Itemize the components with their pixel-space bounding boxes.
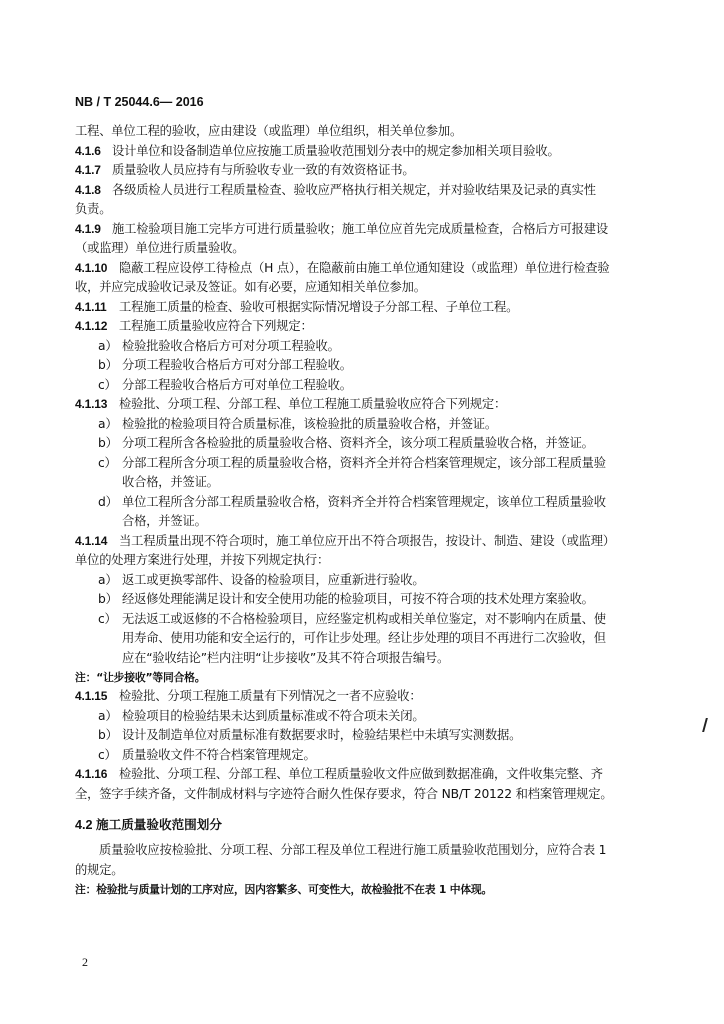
clause-text: 隐蔽工程应设停工待检点（H 点），在隐蔽前由施工单位通知建设（或监理）单位进行检查验 — [119, 260, 610, 275]
list-item — [75, 746, 655, 766]
clause-number: 4.1.6 — [75, 143, 101, 158]
clause-text: 工程施工质量的检查、验收可根据实际情况增设子分部工程、子单位工程。 — [119, 299, 519, 314]
list-item — [75, 610, 655, 630]
clause-number: 4.1.7 — [75, 163, 101, 177]
list-item — [75, 454, 655, 474]
list-item-label: a） — [98, 416, 118, 431]
section-number: 4.2 — [75, 818, 93, 832]
clause-text: 检验批、分项工程施工质量有下列情况之一者不应验收： — [119, 689, 422, 703]
list-item-text: 经返修处理能满足设计和安全使用功能的检验项目，可按不符合项的技术处理方案验收。 — [122, 592, 594, 606]
list-item-text: 检验项目的检验结果未达到质量标准或不符合项未关闭。 — [122, 708, 425, 723]
list-item-label: b） — [98, 728, 118, 742]
list-item-label: b） — [98, 592, 118, 606]
list-item-continuation: 用寿命、使用功能和安全运行的，可作让步处理。经让步处理的项目不再进行二次验收，但 — [122, 631, 606, 645]
list-item-text: 质量验收文件不符合档案管理规定。 — [122, 747, 316, 762]
section-heading — [75, 814, 655, 833]
clause-line — [75, 317, 655, 337]
list-item-text: 分项工程所含各检验批的质量验收合格、资料齐全，该分项工程质量验收合格，并签证。 — [122, 436, 594, 450]
list-item — [75, 707, 655, 727]
clause-line — [75, 298, 655, 318]
list-item-label: c） — [98, 611, 117, 626]
list-item-label: c） — [98, 377, 117, 392]
paragraph-line: 质量验收应按检验批、分项工程、分部工程及单位工程进行施工质量验收范围划分，应符合表 1 — [99, 843, 607, 857]
clause-number: 4.1.12 — [75, 319, 108, 333]
list-item — [75, 415, 655, 435]
list-item-label: b） — [98, 358, 118, 372]
clause-text: 质量验收人员应持有与所验收专业一致的有效资格证书。 — [112, 163, 415, 177]
text-line: 工程、单位工程的验收，应由建设（或监理）单位组织，相关单位参加。 — [75, 124, 463, 138]
list-item-label: c） — [98, 455, 117, 470]
clause-text: 施工检验项目施工完毕方可进行质量验收；施工单位应首先完成质量检查，合格后方可报建设 — [112, 221, 608, 236]
clause-line — [75, 395, 655, 415]
clause-line — [75, 532, 655, 552]
list-item — [75, 590, 655, 610]
list-item-text: 检验批验收合格后方可对分项工程验收。 — [122, 338, 340, 353]
list-item-text: 分部工程验收合格后方可对单位工程验收。 — [122, 377, 352, 392]
clause-number: 4.1.9 — [75, 221, 101, 236]
list-item-text: 检验批的检验项目符合质量标准，该检验批的质量验收合格，并签证。 — [122, 416, 498, 431]
section-title-text: 施工质量验收范围划分 — [96, 817, 222, 832]
clause-number: 4.1.16 — [75, 767, 108, 781]
list-item-continuation: 合格，并签证。 — [122, 514, 207, 528]
list-item-text: 返工或更换零部件、设备的检验项目，应重新进行验收。 — [122, 572, 425, 587]
list-item-text: 无法返工或返修的不合格检验项目，应经鉴定机构或相关单位鉴定，对不影响内在质量、使 — [122, 611, 606, 626]
clause-text: 工程施工质量验收应符合下列规定： — [119, 319, 313, 333]
list-item-text: 设计及制造单位对质量标准有数据要求时，检验结果栏中未填写实测数据。 — [122, 728, 522, 742]
clause-number: 4.1.14 — [75, 533, 108, 548]
document-body — [75, 122, 655, 899]
clause-text: 当工程质量出现不符合项时，施工单位应开出不符合项报告，按设计、制造、建设（或监理） — [119, 533, 615, 548]
clause-line — [75, 765, 655, 785]
list-item — [75, 337, 655, 357]
list-item-label: c） — [98, 747, 117, 762]
list-item-label: a） — [98, 338, 118, 353]
list-item-text: 单位工程所含分部工程质量验收合格，资料齐全并符合档案管理规定，该单位工程质量验收 — [122, 494, 606, 509]
list-item-label: d） — [98, 494, 118, 509]
clause-number: 4.1.8 — [75, 182, 101, 197]
text-line: 收，并应完成验收记录及签证。如有必要，应通知相关单位参加。 — [75, 280, 426, 294]
list-item-continuation: 应在“验收结论”栏内注明“让步接收”及其不符合项报告编号。 — [122, 650, 450, 665]
note: 注：检验批与质量计划的工序对应，因内容繁多、可变性大，故检验批不在表 1 中体现。 — [75, 883, 493, 896]
scan-edge-mark — [702, 718, 708, 732]
list-item — [75, 493, 655, 513]
clause-line — [75, 181, 655, 201]
list-item-label: a） — [98, 572, 118, 587]
list-item — [75, 356, 655, 376]
list-item-continuation: 收合格，并签证。 — [122, 475, 219, 489]
note: 注：“让步接收”等同合格。 — [75, 671, 206, 684]
list-item — [75, 726, 655, 746]
document-code-header: NB / T 25044.6— 2016 — [75, 95, 204, 109]
list-item-label: a） — [98, 708, 118, 723]
text-line: 全，签字手续齐备，文件制成材料与字迹符合耐久性保存要求，符合 NB/T 20122 和档案管理规定。 — [75, 786, 613, 801]
clause-line — [75, 687, 655, 707]
text-line: （或监理）单位进行质量验收。 — [75, 241, 245, 255]
clause-text: 设计单位和设备制造单位应按施工质量验收范围划分表中的规定参加相关项目验收。 — [112, 143, 560, 158]
clause-number: 4.1.15 — [75, 689, 108, 703]
text-line: 的规定。 — [75, 862, 124, 877]
clause-text: 检验批、分项工程、分部工程、单位工程施工质量验收应符合下列规定： — [119, 397, 507, 411]
clause-number: 4.1.10 — [75, 260, 108, 275]
clause-line — [75, 259, 655, 279]
page-number: 2 — [82, 955, 88, 969]
list-item — [75, 571, 655, 591]
clause-number: 4.1.11 — [75, 299, 107, 314]
text-line: 单位的处理方案进行处理，并按下列规定执行： — [75, 553, 330, 567]
list-item-text: 分项工程验收合格后方可对分部工程验收。 — [122, 358, 352, 372]
clause-text: 检验批、分项工程、分部工程、单位工程质量验收文件应做到数据准确，文件收集完整、齐 — [119, 767, 603, 781]
clause-number: 4.1.13 — [75, 397, 108, 411]
clause-line — [75, 161, 655, 181]
list-item — [75, 434, 655, 454]
clause-text: 各级质检人员进行工程质量检查、验收应严格执行相关规定，并对验收结果及记录的真实性 — [112, 182, 596, 197]
clause-line — [75, 220, 655, 240]
clause-line — [75, 142, 655, 162]
list-item-text: 分部工程所含分项工程的质量验收合格，资料齐全并符合档案管理规定，该分部工程质量验 — [122, 455, 606, 470]
list-item — [75, 376, 655, 396]
list-item-label: b） — [98, 436, 118, 450]
text-line: 负责。 — [75, 202, 112, 216]
